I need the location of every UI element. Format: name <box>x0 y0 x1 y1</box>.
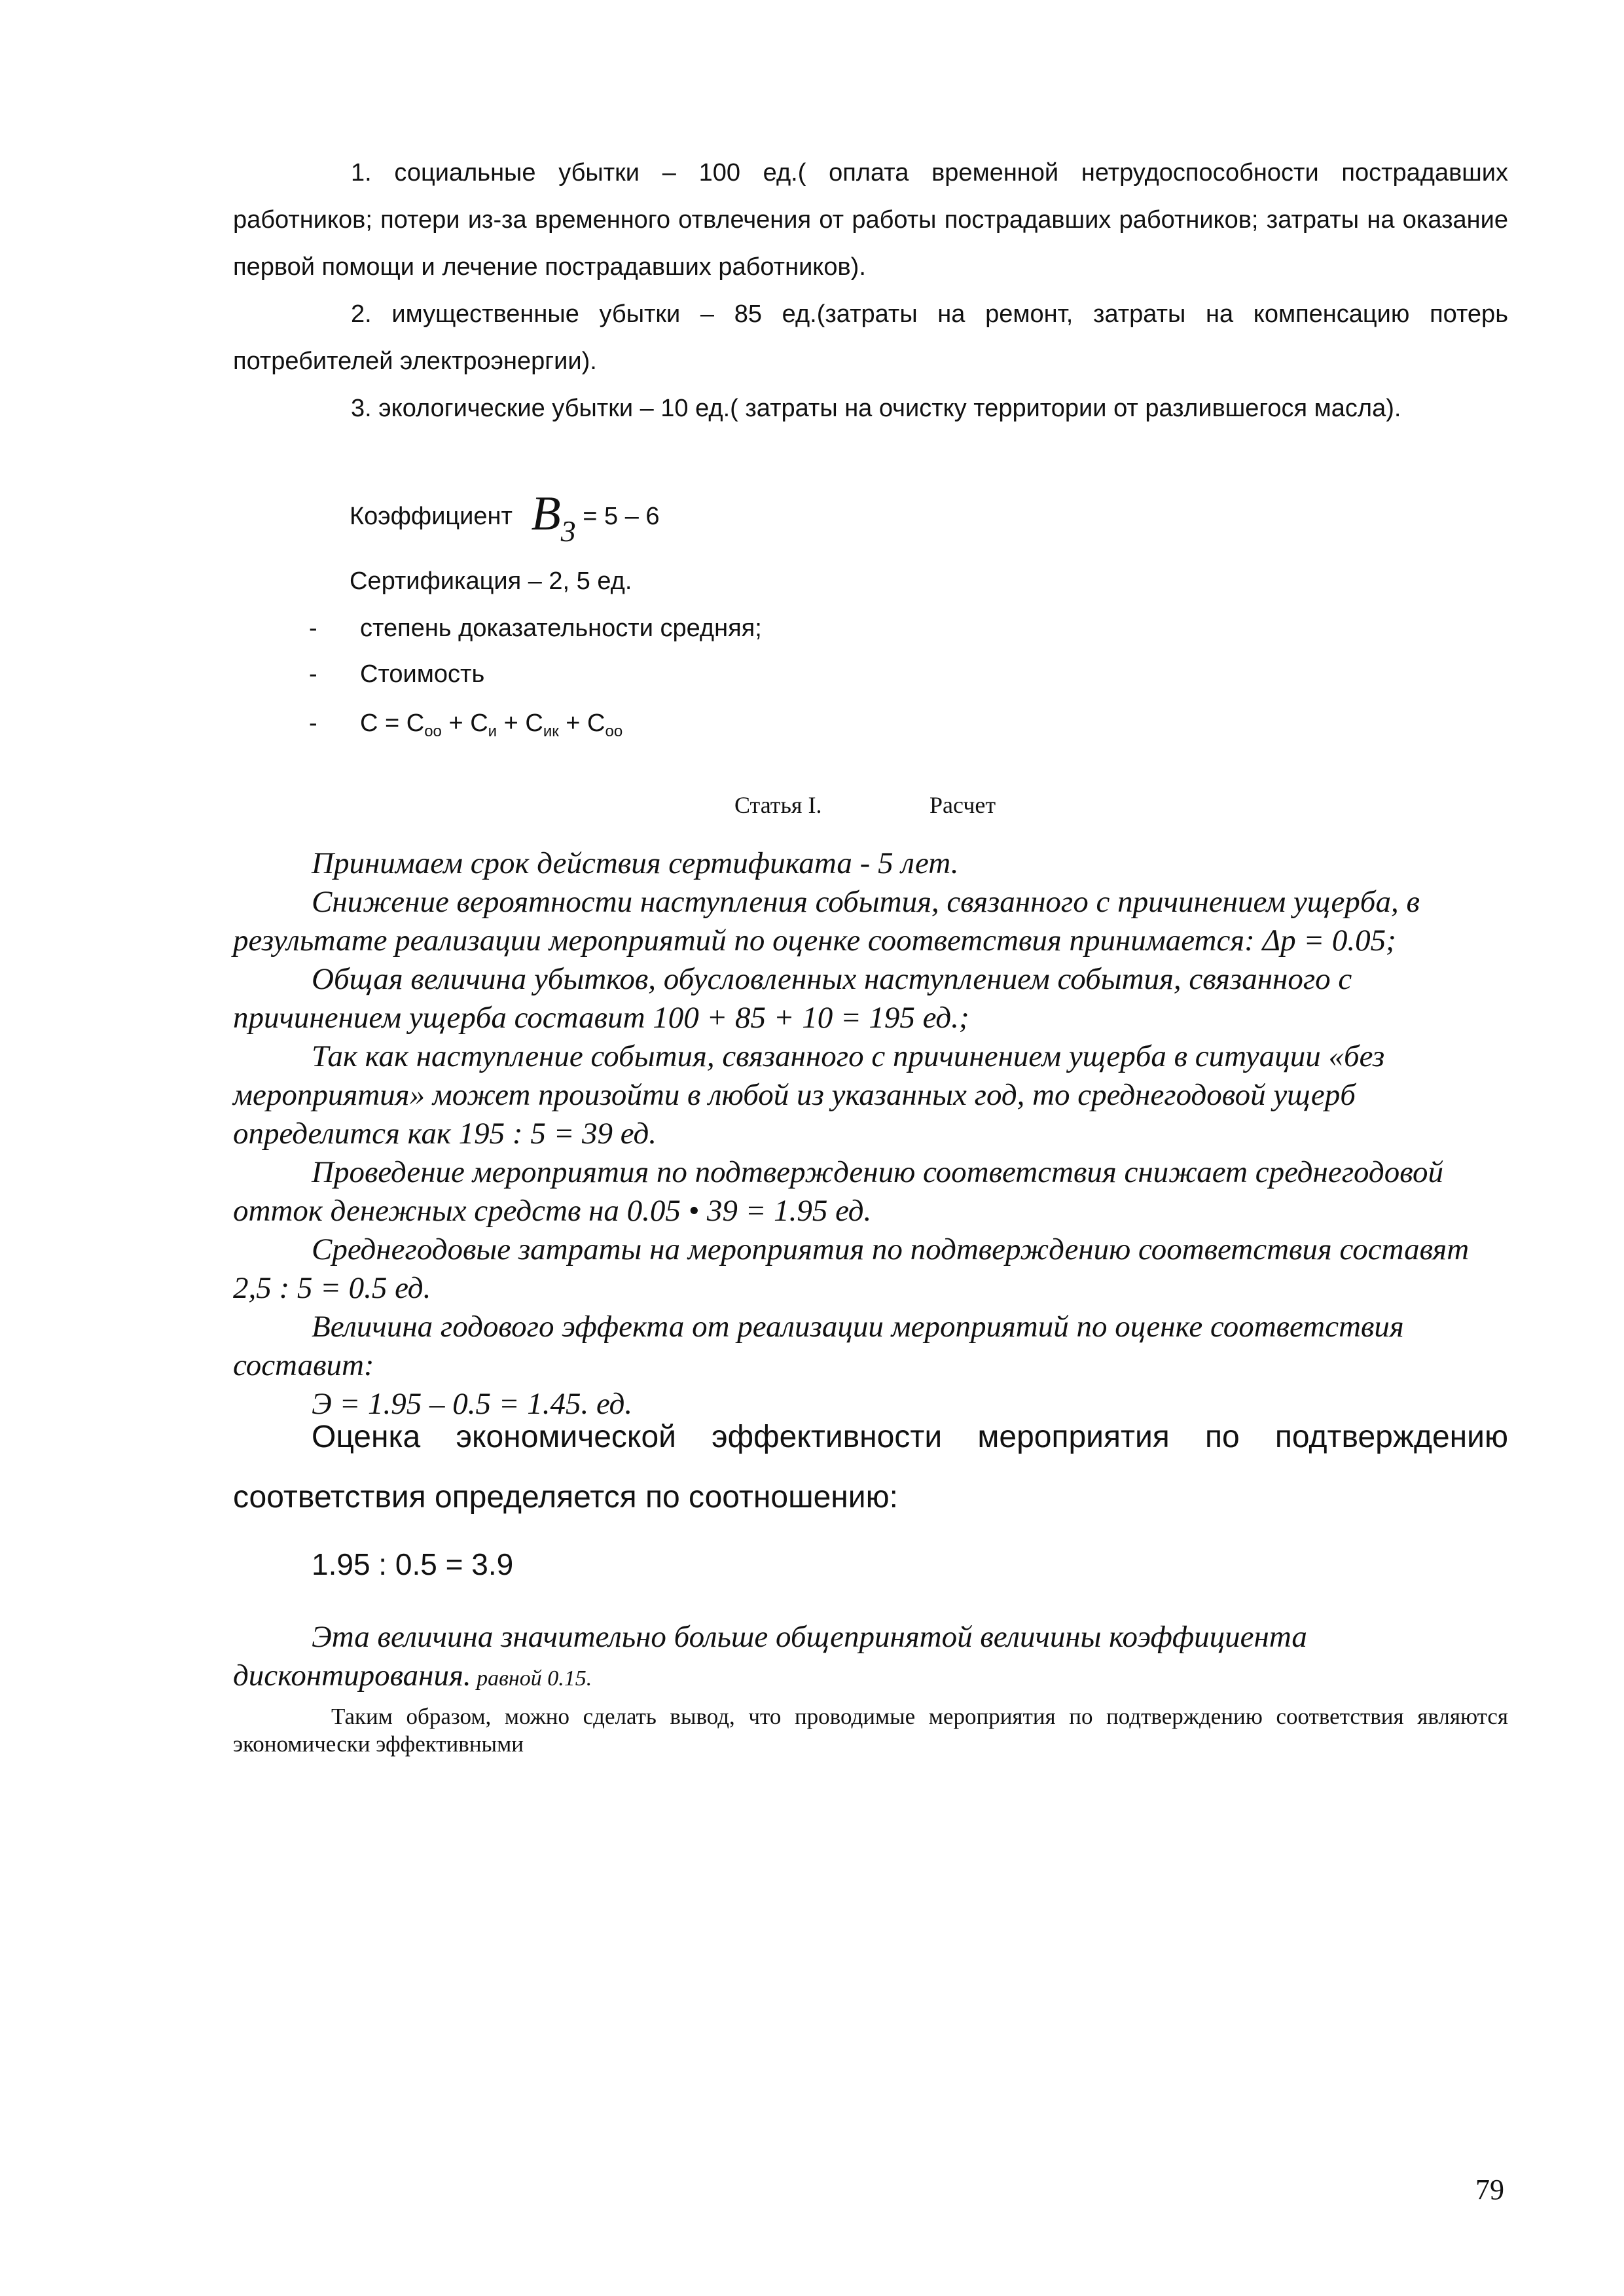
calc-paragraph: Величина годового эффекта от реализации мероприятий по оценке соответствия составит: <box>233 1310 1404 1382</box>
certification-line: Сертификация – 2, 5 ед. <box>350 567 632 595</box>
coefficient-symbol: B <box>531 487 561 541</box>
section-title: Расчет <box>929 792 996 818</box>
bullet-marker: - <box>309 709 317 737</box>
cost-formula: $С = С_{оо} + С_и + С_{ик} + С_{оо}$ <box>360 709 623 740</box>
coefficient-value: = 5 – 6 <box>583 503 660 530</box>
assessment-paragraph: Оценка экономической эффективности мероприятия по подтверждению соответствия определяется по соотношению: <box>233 1420 1508 1515</box>
bullet-marker: - <box>309 660 317 688</box>
calculation-block <box>233 844 1508 1424</box>
effect-formula: Э = 1.95 – 0.5 = 1.45. ед. <box>312 1387 633 1421</box>
conclusion-paragraph: Таким образом, можно сделать вывод, что проводимые мероприятия по подтверждению соответствия являются экономически эффективными <box>233 1704 1508 1757</box>
loss-item-social: 1. социальные убытки – 100 ед.( оплата временной нетрудоспособности пострадавших работников; потери из-за временного отвлечения от работы пострадавших работников; затраты на оказание первой помощи и лечение пострадавших работников). <box>233 159 1508 281</box>
bullet-evidence: степень доказательности средняя; <box>360 615 762 642</box>
efficiency-ratio: 1.95 : 0.5 = 3.9 <box>312 1547 514 1581</box>
page-number: 79 <box>1475 2174 1504 2206</box>
assessment-block <box>233 1407 1508 1528</box>
calc-paragraph: Среднегодовые затраты на мероприятия по подтверждению соответствия составят 2,5 : 5 = 0.5 ед. <box>233 1232 1470 1305</box>
coefficient-label: Коэффициент <box>350 503 513 530</box>
calc-paragraph: Общая величина убытков, обусловленных наступлением события, связанного с причинением ущерба составит 100 + 85 + 10 = 195 ед.; <box>233 962 1352 1035</box>
bullet-marker: - <box>309 615 317 642</box>
comparison-tail: равной 0.15. <box>471 1666 592 1691</box>
conclusion-block <box>233 1703 1508 1758</box>
coefficient-line <box>350 488 660 558</box>
calc-paragraph: Принимаем срок действия сертификата - 5 лет. <box>312 846 959 880</box>
losses-list <box>233 149 1508 432</box>
section-label: Статья I. <box>734 792 822 818</box>
loss-item-ecological: 3. экологические убытки – 10 ед.( затраты на очистку территории от разлившегося масла). <box>351 395 1401 422</box>
comparison-main: Эта величина значительно больше общепринятой величины коэффициента дисконтирования. <box>233 1620 1307 1693</box>
coefficient-subscript: 3 <box>560 514 576 548</box>
calc-paragraph: Так как наступление события, связанного с причинением ущерба в ситуации «без мероприятия» может произойти в любой из указанных год, то среднегодовой ущерб определится как 195 : 5 = 39 ед. <box>233 1039 1385 1151</box>
comparison-paragraph <box>233 1618 1508 1698</box>
calc-paragraph: Снижение вероятности наступления события, связанного с причинением ущерба, в результате реализации мероприятий по оценке соответствия принимается: Δр = 0.05; <box>233 885 1420 958</box>
loss-item-property: 2. имущественные убытки – 85 ед.(затраты на ремонт, затраты на компенсацию потерь потребителей электроэнергии). <box>233 300 1508 375</box>
bullet-cost: Стоимость <box>360 660 485 688</box>
calc-paragraph: Проведение мероприятия по подтверждению соответствия снижает среднегодовой отток денежных средств на 0.05 • 39 = 1.95 ед. <box>233 1155 1443 1228</box>
comparison-block <box>233 1618 1508 1698</box>
